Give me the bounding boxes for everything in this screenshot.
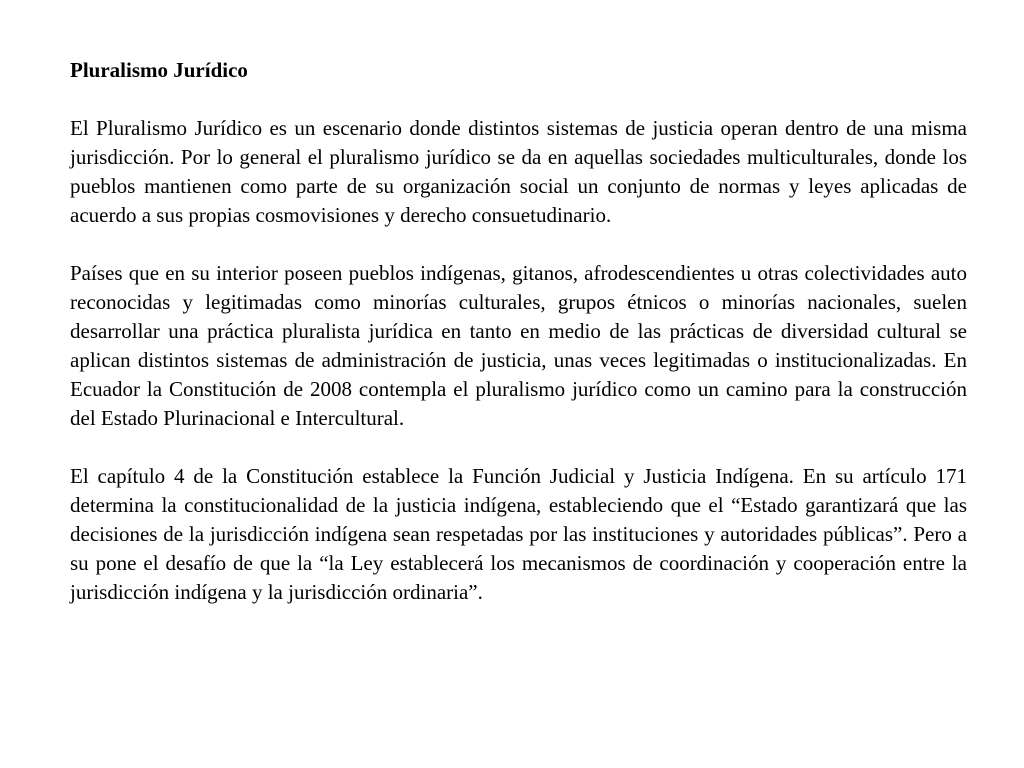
slide-content xyxy=(70,56,967,607)
slide-title: Pluralismo Jurídico xyxy=(70,58,248,82)
paragraph-countries: Países que en su interior poseen pueblos indígenas, gitanos, afrodescendientes u otras colectividades auto reconocidas y legitimadas como minorías culturales, grupos étnicos o minorías nacionales, suelen desarrollar una práctica pluralista jurídica en tanto en medio de las prácticas de diversidad cultural se aplican distintos sistemas de administración de justicia, unas veces legitimadas o institucionalizadas. En Ecuador la Constitución de 2008 contempla el pluralismo jurídico como un camino para la construcción del Estado Plurinacional e Intercultural. xyxy=(70,261,967,430)
paragraph-definition: El Pluralismo Jurídico es un escenario donde distintos sistemas de justicia operan dentro de una misma jurisdicción. Por lo general el pluralismo jurídico se da en aquellas sociedades multiculturales, donde los pueblos mantienen como parte de su organización social un conjunto de normas y leyes aplicadas de acuerdo a sus propias cosmovisiones y derecho consuetudinario. xyxy=(70,116,967,227)
paragraph-constitution: El capítulo 4 de la Constitución establece la Función Judicial y Justicia Indígena. En su artículo 171 determina la constitucionalidad de la justicia indígena, estableciendo que el “Estado garantizará que las decisiones de la jurisdicción indígena sean respetadas por las instituciones y autoridades públicas”. Pero a su pone el desafío de que la “la Ley establecerá los mecanismos de coordinación y cooperación entre la jurisdicción indígena y la jurisdicción ordinaria”. xyxy=(70,464,967,604)
